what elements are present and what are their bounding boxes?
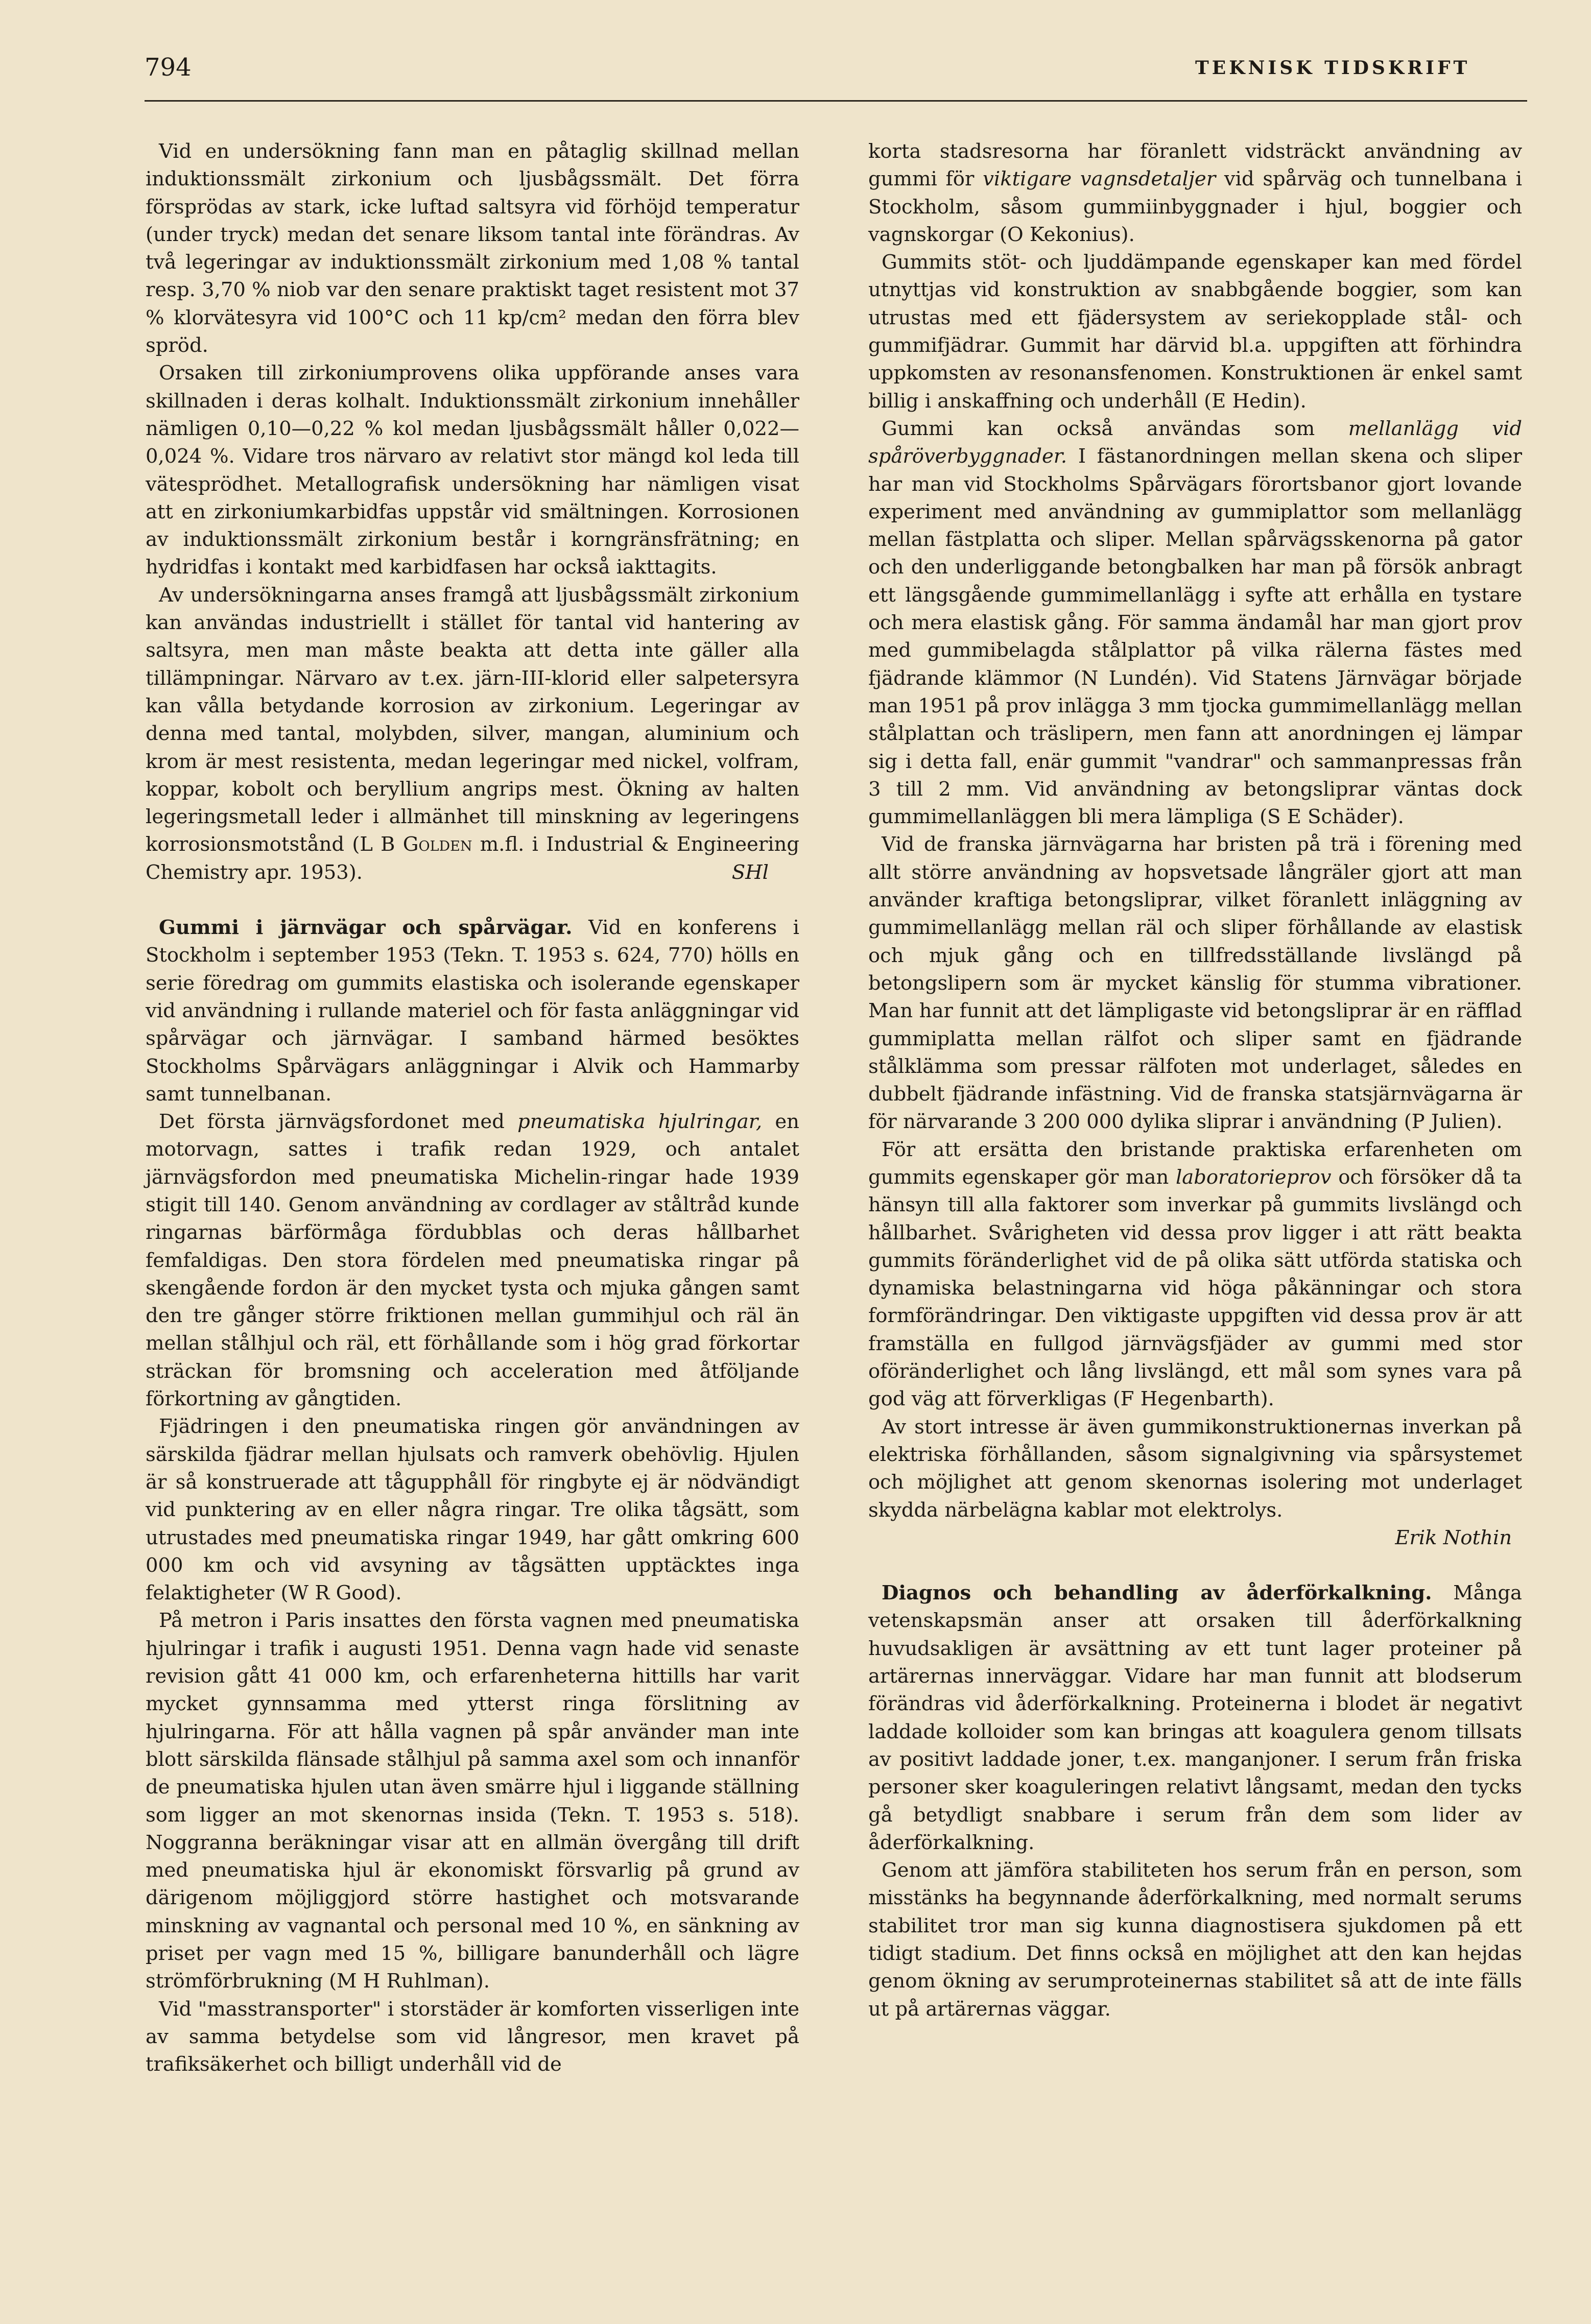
paragraph-text: För att ersätta den bristande praktiska erfarenheten om gummits egenskaper gör man — [868, 1138, 1522, 1189]
section-heading: Diagnos och behandling av åderförkalkning. — [882, 1582, 1432, 1605]
signature: Erik Nothin — [1395, 1526, 1512, 1549]
paragraph: På metron i Paris insattes den första vagnen med pneumatiska hjulringar i trafik i augusti 1951. Denna vagn hade vid senaste revision gått 41 000 km, och erfarenheterna hittills har varit mycket gynnsamma med ytterst ringa förslitning av hjulringarna. För att hålla vagnen på spår använder man inte blott särskilda flänsade stålhjul på samma axel som och innanför de pneumatiska hjulen utan även smärre hjul i liggande ställning som ligger an mot skenornas insida (Tekn. T. 1953 s. 518). Noggranna beräkningar visar att en allmän övergång till drift med pneumatiska hjul är ekonomiskt försvarlig på grund av därigenom möjliggjord större hastighet och motsvarande minskning av vagnantal och personal med 10 %, en sänkning av priset per vagn med 15 %, billigare banunderhåll och lägre strömförbrukning (M H Ruhlman). — [146, 1609, 799, 1993]
left-column — [146, 138, 799, 2078]
paragraph: Fjädringen i den pneumatiska ringen gör användningen av särskilda fjädrar mellan hjulsats och ramverk obehövlig. Hjulen är så konstruerade att tågupphåll för ringbyte ej är nödvändigt vid punktering av en eller några ringar. Tre olika tågsätt, som utrustades med pneumatiska ringar 1949, har gått omkring 600 000 km och vid avsyning av tågsätten upptäcktes inga felaktigheter (W R Good). — [146, 1415, 799, 1605]
author-name: Golden — [402, 833, 472, 856]
paragraph — [146, 1108, 799, 1413]
paragraph: Vid en undersökning fann man en påtaglig skillnad mellan induktionssmält zirkonium och ljusbågssmält. Det förra försprödas av stark, icke luftad saltsyra vid förhöjd temperatur (under tryck) medan det senare liksom tantal inte förändras. Av två legeringar av induktionssmält zirkonium med 1,08 % tantal resp. 3,70 % niob var den senare praktiskt taget resistent mot 37 % klorvätesyra vid 100°C och 11 kp/cm² medan den förra blev spröd. — [146, 140, 799, 357]
emphasis: viktigare vagnsdetaljer — [983, 167, 1216, 191]
paragraph-text: vid spårväg och tunnelbana i Stockholm, såsom gummiinbyggnader i hjul, boggier och vagnskorgar (O Kekonius). — [868, 167, 1523, 246]
paragraph — [868, 415, 1522, 831]
paragraph-text: Många vetenskapsmän anser att orsaken till åderförkalkning huvudsakligen är avsättning av ett tunt lager proteiner på artärernas innerväggar. Vidare har man funnit att blodserum förändras vid åderförkalkning. Proteinerna i blodet är negativt laddade kolloider som kan bringas att koagulera genom tillsats av positivt laddade joner, t.ex. manganjoner. I serum från friska personer sker koaguleringen relativt långsamt, medan den tycks gå betydligt snabbare i serum från dem som lider av åderförkalkning. — [868, 1582, 1522, 1854]
paragraph — [146, 914, 799, 1108]
paragraph-text: I fästanordningen mellan skena och sliper har man vid Stockholms Spårvägars förortsbanor gjort lovande experiment med användning av gummiplattor som mellanlägg mellan fästplatta och sliper. Mellan spårvägsskenorna på gator och den underliggande betongbalken har man på försök anbragt ett längsgående gummimellanlägg i syfte att erhålla en tystare och mera elastisk gång. För samma ändamål har man gjort prov med gummibelagda stålplattor på vilka rälerna fästes med fjädrande klämmor (N Lundén). Vid Statens Järnvägar började man 1951 på prov inlägga 3 mm tjocka gummimellanlägg mellan stålplattan och träslipern, men fann att anordningen ej lämpar sig i detta fall, enär gummit "vandrar" och sammanpressas från 3 till 2 mm. Vid användning av betongsliprar väntas dock gummimellanläggen bli mera lämpliga (S E Schäder). — [868, 445, 1522, 829]
paragraph-text: Av undersökningarna anses framgå att ljusbågssmält zirkonium kan användas industriellt i stället för tantal vid hantering av saltsyra, men man måste beakta att detta inte gäller alla tillämpningar. Närvaro av t.ex. järn-III-klorid eller salpetersyra kan vålla betydande korrosion av zirkonium. Legeringar av denna med tantal, molybden, silver, mangan, aluminium och krom är mest resistenta, medan legeringar med nickel, volfram, koppar, kobolt och beryllium angrips mest. Ökning av halten legeringsmetall leder i allmänhet till minskning av legeringens korrosionsmotstånd (L B — [146, 583, 799, 856]
paragraph — [146, 582, 799, 887]
paragraph-text: en motorvagn, sattes i trafik redan 1929, och antalet järnvägsfordon med pneumatiska Michelin-ringar hade 1939 stigit till 140. Genom användning av cordlager av ståltråd kunde ringarnas bärförmåga fördubblas och deras hållbarhet femfaldigas. Den stora fördelen med pneumatiska ringar på skengående fordon är den mycket tysta och mjuka gången samt den tre gånger större friktionen mellan gummihjul och räl än mellan stålhjul och räl, ett förhållande som i hög grad förkortar sträckan för bromsning och acceleration med åtföljande förkortning av gångtiden. — [146, 1110, 799, 1411]
paragraph: Genom att jämföra stabiliteten hos serum från en person, som misstänks ha begynnande åderförkalkning, med normalt serums stabilitet tror man sig kunna diagnostisera sjukdomen på ett tidigt stadium. Det finns också en möjlighet att den kan hejdas genom ökning av serumproteinernas stabilitet så att de inte fälls ut på artärernas väggar. — [868, 1859, 1522, 2021]
paragraph-text: m.fl. i Industrial & Engineering Chemistry apr. 1953). — [146, 833, 799, 884]
paragraph — [868, 138, 1522, 249]
paragraph-text: och försöker då ta hänsyn till alla faktorer som inverkar på gummits livslängd och hållbarhet. Svårigheten vid dessa prov ligger i att rätt beakta gummits föränderlighet vid de på olika sätt utförda statiska och dynamiska belastningarna vid höga påkänningar och stora formförändringar. Den viktigaste uppgiften vid dessa prov är att framställa en fullgod järnvägsfjäder av gummi med stor oföränderlighet och lång livslängd, ett mål som synes vara på god väg att förverkligas (F Hegenbarth). — [868, 1165, 1522, 1411]
page-number: 794 — [145, 53, 192, 82]
emphasis: laboratorieprov — [1175, 1165, 1332, 1189]
paragraph: Av stort intresse är även gummikonstruktionernas inverkan på elektriska förhållanden, såsom signalgivning via spårsystemet och möjlighet att genom skenornas isolering mot underlaget skydda närbelägna kablar mot elektrolys. — [868, 1415, 1522, 1522]
section-heading: Gummi i järnvägar och spårvägar. — [159, 916, 573, 940]
emphasis: mellanlägg vid spåröverbyggnader. — [868, 417, 1522, 468]
paragraph — [868, 1136, 1522, 1413]
journal-title: TEKNISK TIDSKRIFT — [1195, 57, 1470, 79]
paragraph-text: korta stadsresorna har föranlett vidsträckt användning av gummi för — [868, 140, 1522, 191]
signature: SHl — [731, 860, 769, 884]
header-rule — [145, 100, 1527, 102]
paragraph: Gummits stöt- och ljuddämpande egenskaper kan med fördel utnyttjas vid konstruktion av snabbgående boggier, som kan utrustas med ett fjädersystem av seriekopplade stål- och gummifjädrar. Gummit har därvid bl.a. uppgiften att förhindra uppkomsten av resonansfenomen. Konstruktionen är enkel samt billig i anskaffning och underhåll (E Hedin). — [868, 251, 1522, 413]
paragraph-text: Vid en konferens i Stockholm i september 1953 (Tekn. T. 1953 s. 624, 770) hölls en serie föredrag om gummits elastiska och isolerande egenskaper vid användning i rullande materiel och för fasta anläggningar vid spårvägar och järnvägar. I samband härmed besöktes Stockholms Spårvägars anläggningar i Alvik och Hammarby samt tunnelbanan. — [146, 916, 799, 1106]
right-column — [868, 138, 1522, 2023]
paragraph: Vid de franska järnvägarna har bristen på trä i förening med allt större användning av hopsvetsade långräler gjort att man använder kraftiga betongsliprar, vilket föranlett inläggning av gummimellanlägg mellan räl och sliper förhållande av elastisk och mjuk gång och en tillfredsställande livslängd på betongslipern som är mycket känslig för stumma vibrationer. Man har funnit att det lämpligaste vid betongsliprar är en räfflad gummiplatta mellan rälfot och sliper samt en fjädrande stålklämma som pressar rälfoten mot underlaget, således en dubbelt fjädrande infästning. Vid de franska statsjärnvägarna är för närvarande 3 200 000 dylika sliprar i användning (P Julien). — [868, 833, 1522, 1134]
paragraph-text: Gummi kan också användas som — [882, 417, 1348, 440]
paragraph: Orsaken till zirkoniumprovens olika uppförande anses vara skillnaden i deras kolhalt. Induktionssmält zirkonium innehåller nämligen 0,10—0,22 % kol medan ljusbågssmält håller 0,022—0,024 %. Vidare tros närvaro av relativt stor mängd kol leda till vätesprödhet. Metallografisk undersökning har nämligen visat att en zirkoniumkarbidfas uppstår vid smältningen. Korrosionen av induktionssmält zirkonium består i korngränsfrätning; en hydridfas i kontakt med karbidfasen har också iakttagits. — [146, 362, 799, 579]
paragraph: Vid "masstransporter" i storstäder är komforten visserligen inte av samma betydelse som vid långresor, men kravet på trafiksäkerhet och billigt underhåll vid de — [146, 1997, 799, 2076]
paragraph — [868, 1579, 1522, 1857]
emphasis: pneumatiska hjulringar, — [517, 1110, 763, 1134]
paragraph-text: Det första järnvägsfordonet med — [159, 1110, 518, 1134]
